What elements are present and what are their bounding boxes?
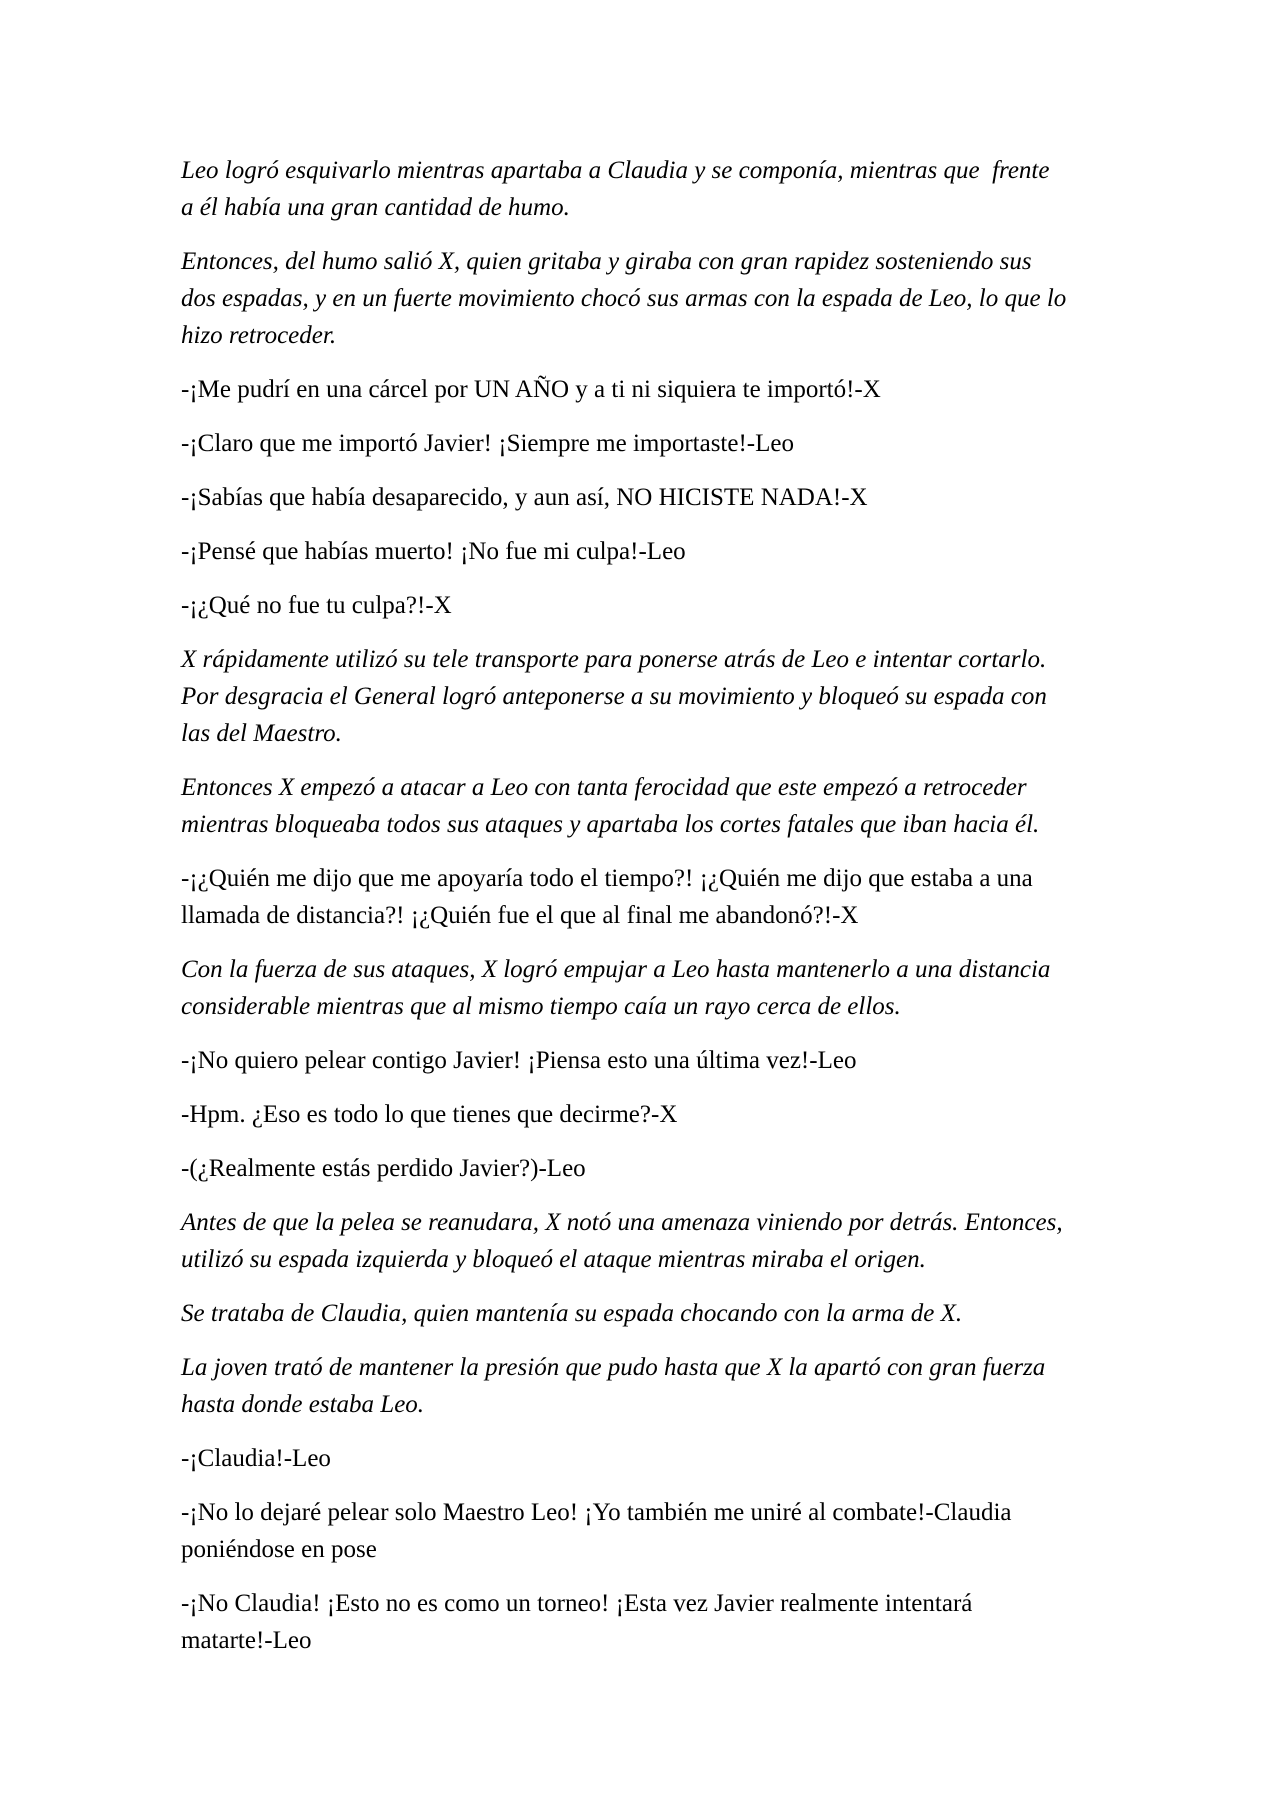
paragraph-narration (181, 1204, 1130, 1278)
paragraph-narration (181, 152, 1130, 226)
paragraph-narration (181, 951, 1130, 1025)
text-line: las del Maestro. (181, 720, 342, 747)
paragraph-dialogue (181, 587, 1130, 624)
text-line: -¡¿Quién me dijo que me apoyaría todo el tiempo?! ¡¿Quién me dijo que estaba a una (181, 865, 1033, 892)
paragraph-narration (181, 1295, 1130, 1332)
paragraph-dialogue (181, 860, 1130, 934)
paragraph-dialogue (181, 479, 1130, 516)
paragraph-narration (181, 641, 1130, 752)
paragraph-narration (181, 769, 1130, 843)
text-line: utilizó su espada izquierda y bloqueó el ataque mientras miraba el origen. (181, 1246, 926, 1273)
paragraph-narration (181, 243, 1130, 354)
paragraph-dialogue (181, 1440, 1130, 1477)
text-line: La joven trató de mantener la presión que pudo hasta que X la apartó con gran fuerza (181, 1354, 1046, 1381)
text-line: Antes de que la pelea se reanudara, X notó una amenaza viniendo por detrás. Entonces, (181, 1209, 1063, 1236)
text-line: llamada de distancia?! ¡¿Quién fue el que al final me abandonó?!-X (181, 902, 859, 929)
paragraph-dialogue (181, 425, 1130, 462)
text-line: X rápidamente utilizó su tele transporte para ponerse atrás de Leo e intentar cortarlo. (181, 646, 1047, 673)
text-line: a él había una gran cantidad de humo. (181, 194, 570, 221)
paragraph-dialogue (181, 371, 1130, 408)
text-line: hizo retroceder. (181, 322, 337, 349)
text-line: -¡Me pudrí en una cárcel por UN AÑO y a ti ni siquiera te importó!-X (181, 376, 881, 403)
text-line: -¡No quiero pelear contigo Javier! ¡Piensa esto una última vez!-Leo (181, 1047, 857, 1074)
text-line: matarte!-Leo (181, 1627, 312, 1654)
text-line: -¡No Claudia! ¡Esto no es como un torneo! ¡Esta vez Javier realmente intentará (181, 1590, 973, 1617)
text-line: -¡¿Qué no fue tu culpa?!-X (181, 592, 452, 619)
paragraph-dialogue (181, 1096, 1130, 1133)
text-line: Leo logró esquivarlo mientras apartaba a Claudia y se componía, mientras que frente (181, 157, 1050, 184)
text-line: Entonces, del humo salió X, quien gritaba y giraba con gran rapidez sosteniendo sus (181, 248, 1032, 275)
paragraph-narration (181, 1349, 1130, 1423)
paragraph-dialogue (181, 1585, 1130, 1659)
text-line: -¡Sabías que había desaparecido, y aun así, NO HICISTE NADA!-X (181, 484, 868, 511)
text-line: dos espadas, y en un fuerte movimiento chocó sus armas con la espada de Leo, lo que lo (181, 285, 1067, 312)
paragraph-dialogue (181, 533, 1130, 570)
text-line: considerable mientras que al mismo tiempo caía un rayo cerca de ellos. (181, 993, 901, 1020)
paragraph-dialogue (181, 1042, 1130, 1079)
paragraph-dialogue (181, 1494, 1130, 1568)
text-line: poniéndose en pose (181, 1536, 377, 1563)
text-line: -¡Pensé que habías muerto! ¡No fue mi culpa!-Leo (181, 538, 686, 565)
text-line: -Hpm. ¿Eso es todo lo que tienes que decirme?-X (181, 1101, 678, 1128)
text-line: Con la fuerza de sus ataques, X logró empujar a Leo hasta mantenerlo a una distancia (181, 956, 1051, 983)
text-line: -(¿Realmente estás perdido Javier?)-Leo (181, 1155, 586, 1182)
text-line: -¡Claudia!-Leo (181, 1445, 331, 1472)
text-line: mientras bloqueaba todos sus ataques y apartaba los cortes fatales que iban hacia él. (181, 811, 1040, 838)
text-line: hasta donde estaba Leo. (181, 1391, 425, 1418)
text-line: -¡Claro que me importó Javier! ¡Siempre me importaste!-Leo (181, 430, 794, 457)
text-line: -¡No lo dejaré pelear solo Maestro Leo! ¡Yo también me uniré al combate!-Claudia (181, 1499, 1012, 1526)
text-line: Por desgracia el General logró anteponerse a su movimiento y bloqueó su espada con (181, 683, 1047, 710)
text-line: Se trataba de Claudia, quien mantenía su espada chocando con la arma de X. (181, 1300, 963, 1327)
paragraph-dialogue (181, 1150, 1130, 1187)
text-line: Entonces X empezó a atacar a Leo con tanta ferocidad que este empezó a retroceder (181, 774, 1027, 801)
